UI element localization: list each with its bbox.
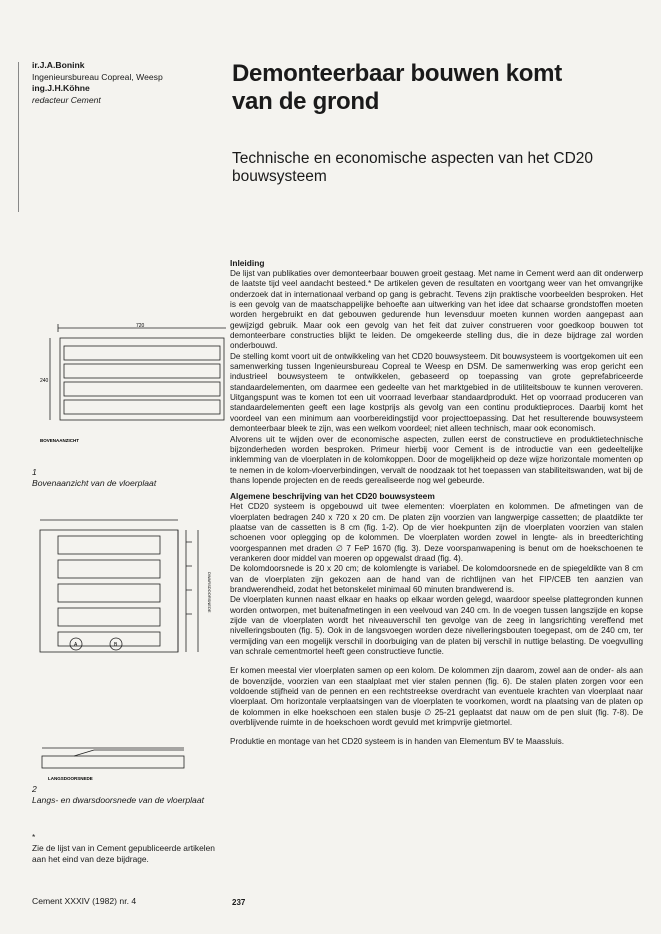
dimension-label: 240 <box>40 378 49 384</box>
paragraph: Er komen meestal vier vloerplaten samen op een kolom. De kolommen zijn daarom, zowel aan de onder- als aan de bovenzijde, voorzien van een staalplaat met vier stalen pennen (fig. 6). De stalen platen zorgen voor een voldoende stijfheid van de pennen en een rechtstreekse overdracht van eventuele krachten van vloerplaat naar vloerplaat. Om horizontale verplaatsingen van de vloerplaten te voorkomen, wordt na plaatsing van de platen op de kolommen in elke hoekschoen een stalen busje ∅ 25-21 geplaatst dat nauw om de pen sluit (fig. 7-8). De overblijvende ruimte in de hoekschoen wordt gevuld met krimpvrije gietmortel. <box>230 666 643 728</box>
figure-label: LANGSDOORSNEDE <box>48 776 93 781</box>
paragraph: Produktie en montage van het CD20 systeem is in handen van Elementum BV te Maassluis. <box>230 737 565 747</box>
author-name: ir.J.A.Bonink <box>32 60 85 70</box>
footnote-marker: * <box>32 832 36 842</box>
author-block <box>32 60 222 106</box>
paragraph: De stelling komt voort uit de ontwikkeling van het CD20 bouwsysteem. Dit bouwsysteem is voortgekomen uit een samenwerking tussen Ingenieursbureau Copreal te Weesp en DSM. De samenwerking was erop gericht een industrieel bouwsysteem te ontwikkelen, gebaseerd op toepassing van grote geprefabriceerde standaardelementen, om daarmee een gedeelte van het marktgebied in de utiliteitsbouw te kunnen veroveren. Uitgangspunt was te komen tot een uit voorraad leverbaar standaardprodukt. Het op voorraad produceren van standaardelementen geeft een lage kostprijs als gevolg van een continu produktieproces. Daarbij komt het voordeel van een minimum aan voorbereidingstijd voor projecttoepassing. Dat het resulterende bouwsysteem demonteerbaar bleek te zijn, was een welkom voordeel; niet alleen technisch, maar ook economisch. <box>230 351 643 434</box>
dimension-label: 720 <box>136 323 145 329</box>
figure-label: BOVENAANZICHT <box>40 438 79 443</box>
figure-2-caption <box>32 784 222 806</box>
section-marker: A <box>74 642 78 648</box>
article-subtitle: Technische en economische aspecten van het CD20 bouwsysteem <box>232 150 594 185</box>
figure-label: DWARSDOORSNEDE <box>207 572 212 613</box>
section-heading: Inleiding <box>230 258 265 268</box>
paragraph: Alvorens uit te wijden over de economische aspecten, zullen eerst de constructieve en produktietechnische bijzonderheden worden besproken. Primeur hierbij voor Cement is de introductie van een gedeeltelijke inklemming van de vloerplaten in de kolomkoppen. Door de mogelijkheid op deze wijze horizontale momenten op te nemen in de kolom-vloerverbindingen, vervalt de noodzaak tot het toepassen van stabiliteitswanden, wat bij de thans lopende projecten en de reeds gerealiseerde nog wel gebeurde. <box>230 434 643 485</box>
author-affiliation: redacteur Cement <box>32 94 101 105</box>
author-name: ing.J.H.Köhne <box>32 83 90 93</box>
footnote-text: Zie de lijst van in Cement gepubliceerde artikelen aan het eind van deze bijdrage. <box>32 843 215 864</box>
page-number: 237 <box>232 898 246 907</box>
figure-number: 2 <box>32 784 37 794</box>
figure-2-longitudinal-section <box>34 742 214 786</box>
paragraph: Het CD20 systeem is opgebouwd uit twee elementen: vloerplaten en kolommen. De afmetingen van de vloerplaten bedragen 240 x 720 x 20 cm. De platen zijn voorzien van langwerpige cassetten; de plaatdikte ter plaatse van de cassetten is 8 cm (fig. 1-2). Op de vier hoekpunten zijn de vloerplaten voorzien van stalen schoenen voor oplegging op de kolommen. De vloerplaten worden zowel in lengte- als in breedterichting voorgespannen met draden ∅ 7 FeP 1670 (fig. 3). Deze voorspanwapening is benut om de hoekschoenen te verankeren door middel van moeren op opgewalst draad (fig. 4). <box>230 502 643 563</box>
figure-1-drawing <box>18 318 228 446</box>
article-title: Demonteerbaar bouwen komt van de grond <box>232 60 562 115</box>
paragraph: De lijst van publikaties over demonteerbaar bouwen groeit gestaag. Met name in Cement werd aan dit onderwerp de laatste tijd veel aandacht besteed.* De artikelen geven de resultaten en voortgang weer van het omvangrijke onderzoek dat in internationaal verband op gang is gebracht. Tevens zijn praktische voorbeelden besproken. Het is een gevolg van de maatschappelijke behoefte aan uitwerking van het idee dat schaarse grondstoffen moeten worden hergebruikt en dat gebouwen gedurende hun levensduur moeten kunnen worden aangepast aan gewijzigd gebruik. Maar ook een gevolg van het feit dat zuiver construeren voor goedkoop bouwen tot demonteerbare constructies blijkt te leiden. De omgekeerde stelling dus, die in deze bijdrage zal worden onderbouwd. <box>230 269 643 351</box>
article-body <box>230 258 643 748</box>
figure-2-drawing <box>28 512 228 672</box>
footnote <box>32 832 224 865</box>
paragraph: De vloerplaten kunnen naast elkaar en haaks op elkaar worden gelegd, waardoor speelse plattegronden kunnen worden ontworpen, met buitenafmetingen in een veelvoud van 240 cm. In de voegen tussen langszijde en kopse zijde van de vloerplaten wordt het niveauverschil ten gevolge van de zeeg in langsrichting vereffend met nivelleringsbouten (fig. 5). Ook in de langsvoegen worden deze nivelleringsbouten toegepast, om de 240 cm, ter vermijding van een mogelijk verschil in doorbuiging van de platen bij verschil in nuttige belasting. De voegvulling van schrale cementmortel heeft geen constructieve functie. <box>230 595 643 657</box>
margin-rule <box>18 62 19 212</box>
caption-text: Langs- en dwarsdoorsnede van de vloerplaat <box>32 795 204 805</box>
section-marker: B <box>114 642 118 648</box>
journal-footer: Cement XXXIV (1982) nr. 4 <box>32 896 137 906</box>
caption-text: Bovenaanzicht van de vloerplaat <box>32 478 157 488</box>
author-affiliation: Ingenieursbureau Copreal, Weesp <box>32 71 163 82</box>
paragraph: De kolomdoorsnede is 20 x 20 cm; de kolomlengte is variabel. De kolomdoorsnede en de spiegeldikte van 8 cm van de vloerplaten zijn gekozen aan de hand van de richtlijnen van het FIP/CEB ten aanzien van brandwerendheid, zodat het betonskelet minimaal 60 minuten brandwerend is. <box>230 564 643 594</box>
figure-1-caption <box>32 467 222 489</box>
section-heading: Algemene beschrijving van het CD20 bouwsysteem <box>230 491 435 502</box>
figure-number: 1 <box>32 467 37 477</box>
